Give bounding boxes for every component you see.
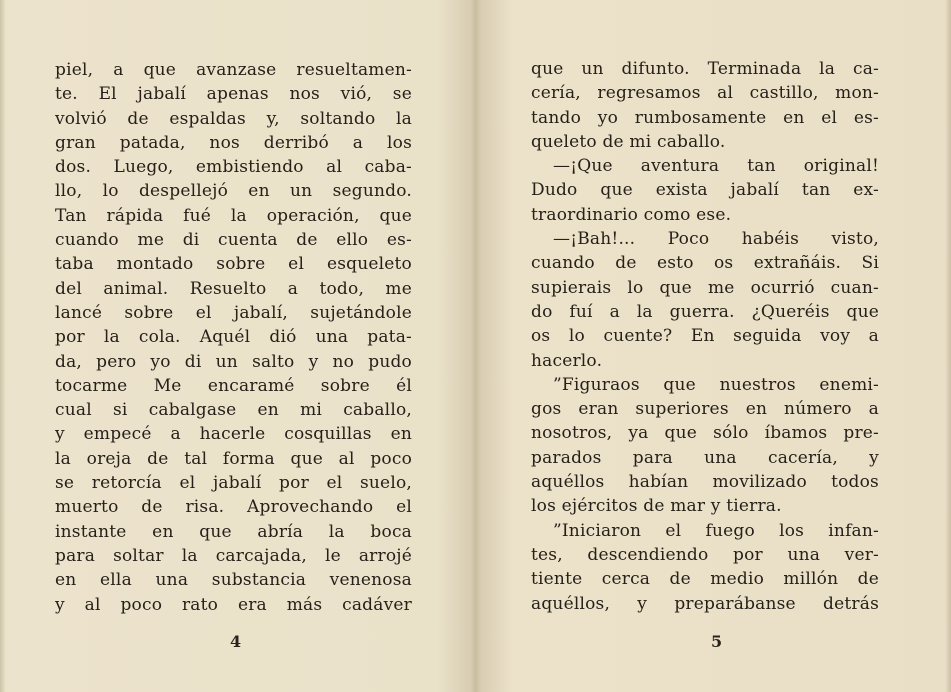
page-number: 4 [230,632,242,651]
text-line: tando yo rumbosamente en el es- [531,107,879,128]
text-line: cual si cabalgase en mi caballo, [55,400,412,421]
text-line: supierais lo que me ocurrió cuan- [531,277,879,298]
text-line: en ella una substancia venenosa [55,570,412,591]
text-line: os lo cuente? En seguida voy a [531,326,879,347]
text-line: traordinario como ese. [531,204,732,225]
text-line: tocarme Me encaramé sobre él [55,375,412,396]
text-line: cuando me di cuenta de ello es- [55,230,412,251]
text-line: volvió de espaldas y, soltando la [55,108,412,129]
text-line: da, pero yo di un salto y no pudo [55,351,412,372]
text-line: —¡Bah!... Poco habéis visto, [553,229,879,250]
text-line: por la cola. Aquél dió una pata- [55,327,412,348]
text-line: del animal. Resuelto a todo, me [55,278,412,299]
text-line: piel, a que avanzase resueltamen- [55,60,412,80]
text-line: tiente cerca de medio millón de [531,569,879,590]
text-line: —¡Que aventura tan original! [553,156,879,177]
text-line: hacerlo. [531,350,603,371]
text-line: aquéllos habían movilizado todos [531,472,879,493]
text-line: muerto de risa. Aprovechando el [55,497,412,518]
text-line: lancé sobre el jabalí, sujetándole [55,302,412,323]
text-line: llo, lo despellejó en un segundo. [55,181,412,202]
text-line: gos eran superiores en número a [531,399,879,420]
text-line: te. El jabalí apenas nos vió, se [55,84,412,105]
text-line: la oreja de tal forma que al poco [55,448,412,469]
text-line: taba montado sobre el esqueleto [55,254,412,275]
text-line: gran patada, nos derribó a los [55,132,412,153]
right-page-text [531,57,879,616]
left-page-text [55,58,412,617]
text-line: y al poco rato era más cadáver [55,594,412,615]
text-line: do fuí a la guerra. ¿Queréis que [531,301,879,322]
text-line: y empecé a hacerle cosquillas en [55,424,412,445]
text-line: los ejércitos de mar y tierra. [531,496,782,517]
text-line: parados para una cacería, y [531,447,879,468]
text-line: cuando de esto os extrañáis. Si [531,253,879,274]
text-line: instante en que abría la boca [55,521,412,542]
text-line: dos. Luego, embistiendo al caba- [55,157,412,178]
text-line: se retorcía el jabalí por el suelo, [55,473,412,494]
text-line: aquéllos, y preparábanse detrás [531,593,879,614]
left-page [0,0,470,692]
text-line: que un difunto. Terminada la ca- [531,59,879,79]
right-page [481,0,951,692]
text-line: ”Figuraos que nuestros enemi- [553,374,879,395]
text-line: nosotros, ya que sólo íbamos pre- [531,423,879,444]
text-line: tes, descendiendo por una ver- [531,544,879,565]
text-line: Dudo que exista jabalí tan ex- [531,180,879,201]
text-line: queleto de mi caballo. [531,131,726,152]
page-number: 5 [711,632,723,651]
text-line: para soltar la carcajada, le arrojé [55,545,412,566]
text-line: cería, regresamos al castillo, mon- [531,83,879,104]
text-line: ”Iniciaron el fuego los infan- [553,520,879,541]
text-line: Tan rápida fué la operación, que [55,205,412,226]
